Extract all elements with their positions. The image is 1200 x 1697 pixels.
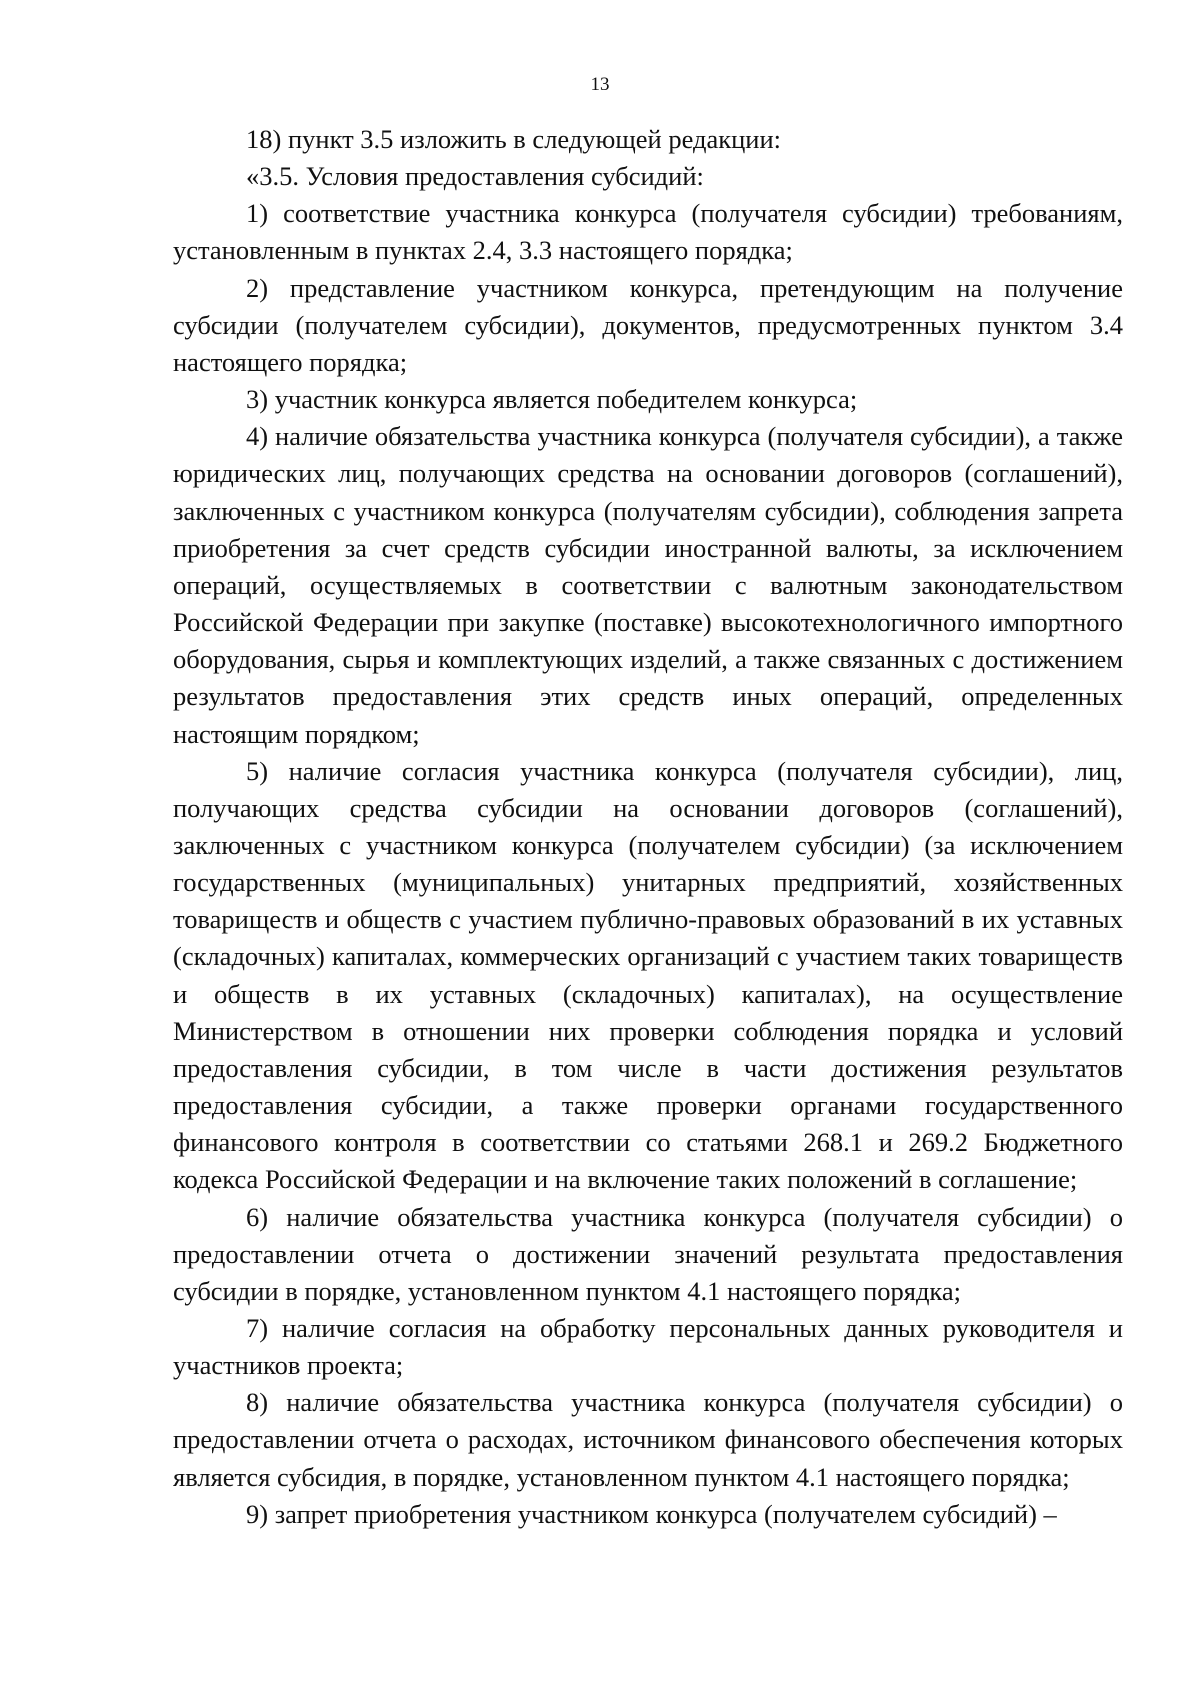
- condition-4: 4) наличие обязательства участника конкурса (получателя субсидии), а также юридических лиц, получающих средства на основании договоров (соглашений), заключенных с участником конкурса (получателям субсидии), соблюдения запрета приобретения за счет средств субсидии иностранной валюты, за исключением операций, осуществляемых в соответствии с валютным законодательством Российской Федерации при закупке (поставке) высокотехнологичного импортного оборудования, сырья и комплектующих изделий, а также связанных с достижением результатов предоставления этих средств иных операций, определенных настоящим порядком;: [173, 421, 1123, 749]
- condition-3: 3) участник конкурса является победителем конкурса;: [246, 384, 858, 415]
- condition-9: 9) запрет приобретения участником конкурса (получателем субсидий) –: [246, 1498, 1057, 1529]
- page-number: 13: [590, 74, 610, 95]
- condition-2: 2) представление участником конкурса, претендующим на получение субсидии (получателем субсидии), документов, предусмотренных пунктом 3.4 настоящего порядка;: [173, 272, 1123, 377]
- document-body: [173, 121, 1123, 1533]
- condition-5: 5) наличие согласия участника конкурса (получателя субсидии), лиц, получающих средства субсидии на основании договоров (соглашений), заключенных с участником конкурса (получателем субсидии) (за исключением государственных (муниципальных) унитарных предприятий, хозяйственных товариществ и обществ с участием публично-правовых образований в их уставных (складочных) капиталах, коммерческих организаций с участием таких товариществ и обществ в их уставных (складочных) капиталах), на осуществление Министерством в отношении них проверки соблюдения порядка и условий предоставления субсидии, в том числе в части достижения результатов предоставления субсидии, а также проверки органами государственного финансового контроля в соответствии со статьями 268.1 и 269.2 Бюджетного кодекса Российской Федерации и на включение таких положений в соглашение;: [173, 755, 1123, 1195]
- section-heading-3-5: «3.5. Условия предоставления субсидий:: [246, 161, 704, 192]
- condition-1: 1) соответствие участника конкурса (получателя субсидии) требованиям, установленным в пунктах 2.4, 3.3 настоящего порядка;: [173, 198, 1123, 266]
- condition-6: 6) наличие обязательства участника конкурса (получателя субсидии) о предоставлении отчета о достижении значений результата предоставления субсидии в порядке, установленном пунктом 4.1 настоящего порядка;: [173, 1201, 1123, 1306]
- condition-7: 7) наличие согласия на обработку персональных данных руководителя и участников проекта;: [173, 1313, 1123, 1381]
- paragraph-item-18: 18) пункт 3.5 изложить в следующей редакции:: [246, 124, 782, 154]
- condition-8: 8) наличие обязательства участника конкурса (получателя субсидии) о предоставлении отчета о расходах, источником финансового обеспечения которых является субсидия, в порядке, установленном пунктом 4.1 настоящего порядка;: [173, 1387, 1123, 1492]
